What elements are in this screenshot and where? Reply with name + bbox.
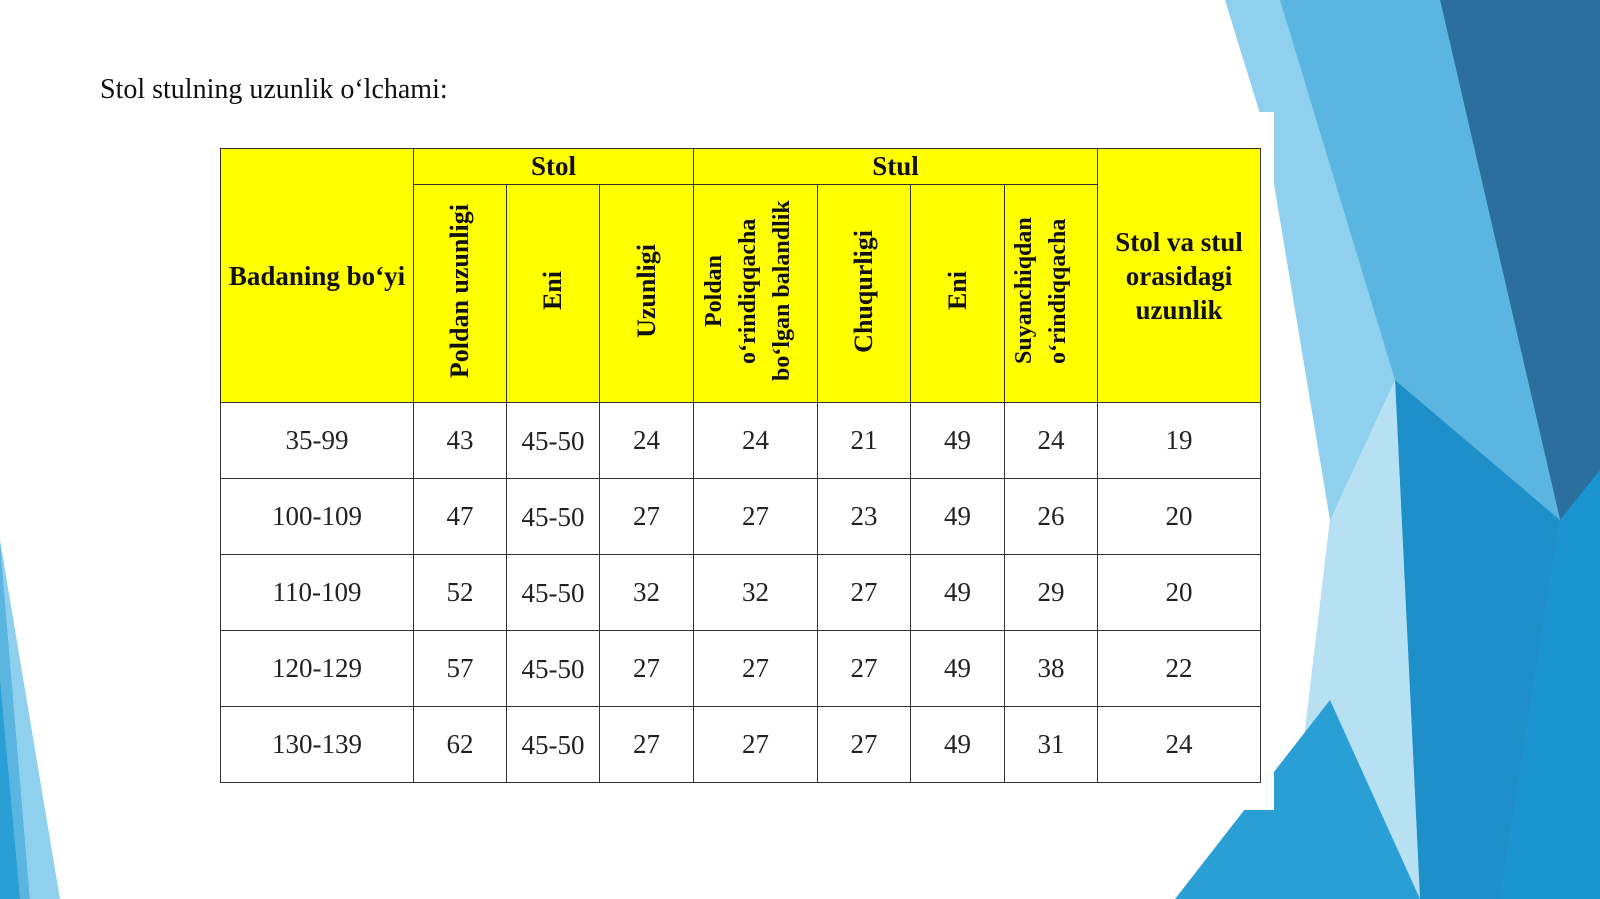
cell-value: 57 (414, 631, 507, 707)
cell-value: 45-50 (507, 707, 600, 783)
cell-value: 27 (694, 707, 818, 783)
cell-value: 27 (818, 555, 911, 631)
header-label: Eni (538, 271, 567, 311)
cell-value: 45-50 (507, 479, 600, 555)
cell-value: 32 (600, 555, 694, 631)
header-label: Uzunligi (631, 244, 661, 338)
table-row (221, 631, 1261, 707)
table-row (221, 707, 1261, 783)
header-stul-width (911, 185, 1005, 403)
cell-value: 24 (600, 403, 694, 479)
header-stul-backrest (1005, 185, 1098, 403)
cell-value: 20 (1098, 555, 1261, 631)
cell-value: 49 (911, 631, 1005, 707)
cell-value: 26 (1005, 479, 1098, 555)
cell-value: 27 (818, 631, 911, 707)
cell-value: 27 (818, 707, 911, 783)
header-body-height: Badaning bo‘yi (221, 149, 414, 403)
header-row-groups (221, 149, 1261, 185)
header-label: Suyanchiqdan o‘rindiqqacha (1011, 217, 1071, 365)
cell-body-height: 35-99 (221, 403, 414, 479)
cell-value: 32 (694, 555, 818, 631)
cell-value: 45-50 (507, 555, 600, 631)
header-stol-length (600, 185, 694, 403)
cell-value: 52 (414, 555, 507, 631)
cell-value: 49 (911, 403, 1005, 479)
cell-value: 31 (1005, 707, 1098, 783)
cell-value: 21 (818, 403, 911, 479)
cell-value: 47 (414, 479, 507, 555)
cell-value: 24 (694, 403, 818, 479)
cell-value: 27 (694, 631, 818, 707)
cell-value: 49 (911, 555, 1005, 631)
cell-value: 62 (414, 707, 507, 783)
cell-value: 49 (911, 479, 1005, 555)
cell-value: 29 (1005, 555, 1098, 631)
header-stol-height (414, 185, 507, 403)
header-group-stol: Stol (414, 149, 694, 185)
cell-value: 27 (600, 707, 694, 783)
header-label: Poldan uzunligi (445, 203, 474, 379)
header-group-stul: Stul (694, 149, 1098, 185)
cell-value: 22 (1098, 631, 1261, 707)
cell-value: 45-50 (507, 631, 600, 707)
cell-value: 20 (1098, 479, 1261, 555)
header-label: Chuqurligi (849, 229, 878, 353)
table-row (221, 403, 1261, 479)
cell-body-height: 130-139 (221, 707, 414, 783)
header-stol-width (507, 185, 600, 403)
header-label: Eni (942, 271, 972, 311)
cell-value: 27 (600, 479, 694, 555)
header-stul-seat-height (694, 185, 818, 403)
cell-body-height: 120-129 (221, 631, 414, 707)
cell-value: 24 (1005, 403, 1098, 479)
cell-value: 45-50 (507, 403, 600, 479)
slide-title: Stol stulning uzunlik o‘lchami: (100, 74, 448, 105)
cell-value: 38 (1005, 631, 1098, 707)
table-row (221, 555, 1261, 631)
cell-value: 19 (1098, 403, 1261, 479)
cell-value: 43 (414, 403, 507, 479)
cell-value: 23 (818, 479, 911, 555)
cell-body-height: 110-109 (221, 555, 414, 631)
header-stul-depth (818, 185, 911, 403)
cell-value: 24 (1098, 707, 1261, 783)
table-row (221, 479, 1261, 555)
furniture-size-table (220, 148, 1261, 783)
cell-body-height: 100-109 (221, 479, 414, 555)
cell-value: 49 (911, 707, 1005, 783)
header-gap: Stol va stul orasidagi uzunlik (1098, 149, 1261, 403)
cell-value: 27 (694, 479, 818, 555)
header-label: Poldan o‘rindiqqacha bo‘lgan balandlik (700, 200, 795, 382)
cell-value: 27 (600, 631, 694, 707)
